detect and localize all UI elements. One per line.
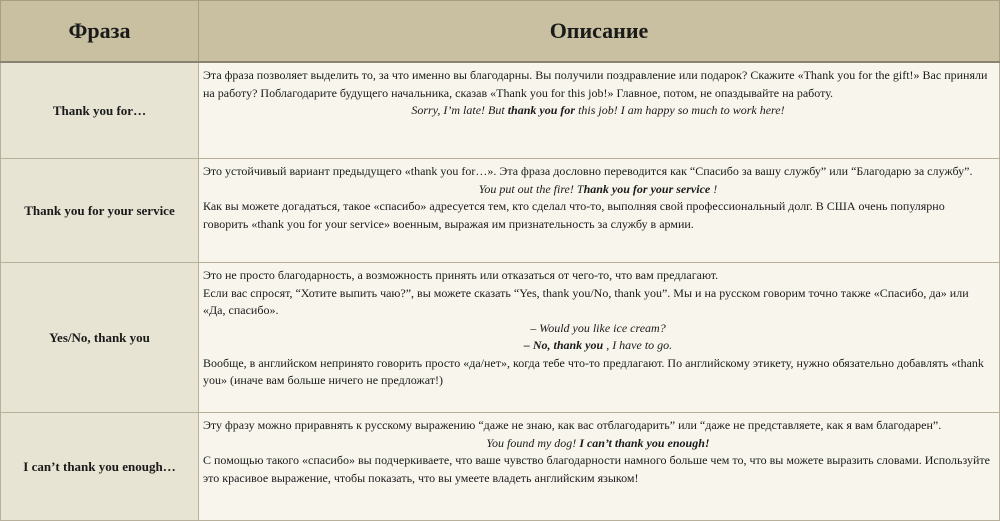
- description-text: С помощью такого «спасибо» вы подчеркиваете, что ваше чувство благодарности намного больше чем то, что вы можете выразить словами. Используйте это красивое выражение, чтобы показать, что вы умеете владеть английским языком!: [203, 453, 990, 485]
- description-text: Если вас спросят, “Хотите выпить чаю?”, вы можете сказать “Yes, thank you/No, thank you”. Мы и на русском говорим точно также «Спасибо, да» или «Да, спасибо».: [203, 285, 969, 317]
- example-text: You put out the fire! T: [478, 181, 584, 196]
- description-text: Вообще, в английском непринято говорить просто «да/нет», когда тебе что-то предлагают. По английскому этикету, нужно обязательно добавлять «thank you» (иначе вам больше ничего не предложат!): [203, 355, 984, 387]
- description-cell: [199, 263, 1000, 413]
- example-text: You found my dog!: [486, 435, 580, 450]
- description-cell: [199, 159, 1000, 263]
- description-text: Это устойчивый вариант предыдущего «thank you for…». Эта фраза дословно переводится как “Спасибо за вашу службу” или “Благодарю за службу”.: [203, 164, 973, 178]
- phrase-cell: Thank you for…: [1, 62, 199, 159]
- description-cell: [199, 413, 1000, 521]
- table-header-row: [1, 1, 1000, 63]
- example-sentence: [203, 337, 993, 355]
- example-text: this job! I am happy so much to work here!: [575, 103, 785, 117]
- example-sentence: [203, 435, 993, 453]
- description-text: Как вы можете догадаться, такое «спасибо» адресуется тем, кто сделал что-то, выполняя свой профессиональный долг. В США очень популярно говорить «thank you for your service» военным, выражая им признательность за службу в армии.: [203, 199, 945, 231]
- example-sentence: [203, 181, 993, 199]
- table-row: [1, 159, 1000, 263]
- example-highlight: thank you for: [507, 103, 576, 117]
- example-highlight: I can’t thank you enough!: [579, 435, 710, 450]
- phrase-cell: Thank you for your service: [1, 159, 199, 263]
- example-text: , I have to go.: [603, 338, 673, 352]
- example-text: !: [710, 181, 718, 196]
- description-text: Эту фразу можно приравнять к русскому выражению “даже не знаю, как вас отблагодарить” или “даже не представляете, как я вам благодарен”.: [203, 418, 942, 432]
- phrase-cell: I can’t thank you enough…: [1, 413, 199, 521]
- header-phrase: Фраза: [1, 1, 199, 63]
- description-cell: [199, 62, 1000, 159]
- table-row: [1, 263, 1000, 413]
- example-highlight: hank you for your service: [583, 181, 711, 196]
- example-text: Sorry, I’m late! But: [411, 103, 508, 117]
- example-sentence: [203, 102, 993, 120]
- phrase-cell: Yes/No, thank you: [1, 263, 199, 413]
- example-highlight: – No, thank you: [523, 338, 604, 352]
- description-text: Это не просто благодарность, а возможность принять или отказаться от чего-то, что вам предлагают.: [203, 268, 719, 282]
- table-row: [1, 413, 1000, 521]
- description-text: Эта фраза позволяет выделить то, за что именно вы благодарны. Вы получили поздравление или подарок? Скажите «Thank you for the gift!» Вас приняли на работу? Поблагодарите будущего начальника, сказав «Thank you for this job!» Главное, потом, не опаздывайте на работу.: [203, 68, 988, 100]
- header-description: Описание: [199, 1, 1000, 63]
- table-row: [1, 62, 1000, 159]
- example-sentence: – Would you like ice cream?: [530, 320, 666, 335]
